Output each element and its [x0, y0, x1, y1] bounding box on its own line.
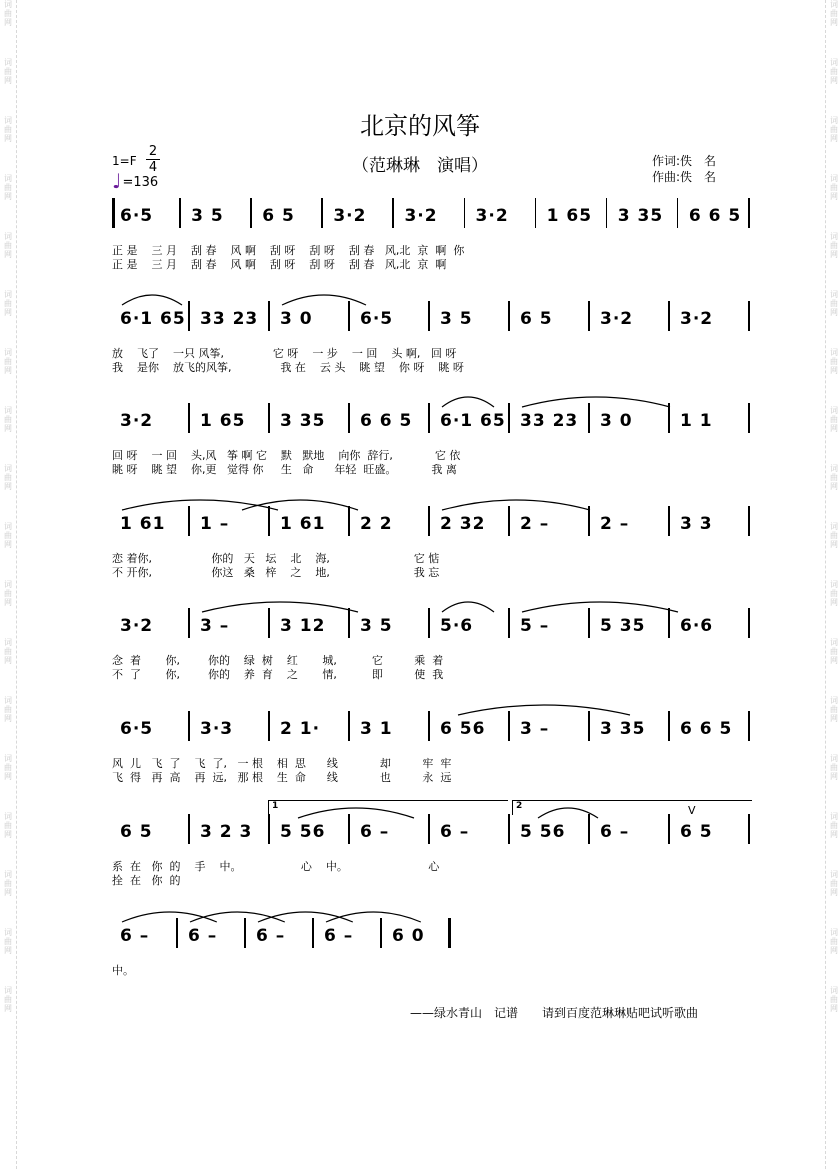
- slur: [442, 500, 590, 510]
- measure: 3 12: [280, 616, 326, 636]
- breath-mark: V: [688, 804, 696, 817]
- measure: 3·2: [680, 309, 714, 329]
- slur: [458, 705, 630, 715]
- watermark-mark: 词 曲 网: [4, 638, 12, 665]
- measure: 2 2: [360, 514, 393, 534]
- watermark-mark: 词 曲 网: [830, 870, 838, 897]
- watermark-mark: 词 曲 网: [830, 290, 838, 317]
- slur: [122, 295, 182, 305]
- measure: 6·6: [680, 616, 714, 636]
- measure: 6·1 65: [440, 411, 506, 431]
- measure: 1 61: [280, 514, 326, 534]
- slur: [442, 397, 494, 407]
- slur-marks: [112, 287, 752, 307]
- watermark-mark: 词 曲 网: [4, 116, 12, 143]
- watermark-mark: 词 曲 网: [830, 580, 838, 607]
- watermark-mark: 词 曲 网: [4, 812, 12, 839]
- measure: 3·2: [600, 309, 634, 329]
- measure: 6 6 5: [680, 719, 733, 739]
- time-signature-top: 2: [148, 144, 158, 159]
- lyrics-verse-1: 中。: [112, 964, 134, 977]
- slur: [442, 602, 494, 612]
- quarter-note-icon: ♩: [112, 169, 122, 193]
- lyrics-verse-2: 不 开你, 你这 桑 梓 之 地, 我 忘: [112, 566, 440, 579]
- slur-marks: [112, 389, 752, 409]
- measure: 33 23: [520, 411, 579, 431]
- slur: [242, 500, 358, 510]
- measure: 33 23: [200, 309, 259, 329]
- watermark-mark: 词 曲 网: [4, 58, 12, 85]
- watermark-mark: 词 曲 网: [4, 464, 12, 491]
- measure: 6 6 5: [688, 206, 742, 226]
- measure: 3·2: [333, 206, 367, 226]
- notation-row: [112, 510, 752, 538]
- measure: 3·2: [120, 411, 154, 431]
- measure: 3 –: [520, 719, 550, 739]
- slur-marks: [112, 184, 752, 204]
- notation-row: [112, 801, 752, 846]
- notation-row: [112, 715, 752, 743]
- second-ending-bracket: 2: [512, 800, 752, 815]
- slur: [202, 602, 358, 612]
- measure: 2 –: [600, 514, 630, 534]
- watermark-mark: 词 曲 网: [4, 522, 12, 549]
- notation-row: [112, 202, 752, 230]
- measure: 3 5: [191, 206, 224, 226]
- measure: 1 65: [546, 206, 593, 226]
- key-signature: 1=F: [112, 154, 137, 168]
- time-signature: [146, 144, 160, 175]
- measure: 3·3: [200, 719, 234, 739]
- song-title: 北京的风筝: [360, 112, 480, 140]
- watermark-mark: 词 曲 网: [830, 116, 838, 143]
- notation-row: [112, 922, 752, 950]
- slur-marks: [112, 594, 752, 614]
- measure: 3 1: [360, 719, 393, 739]
- measure: 2 1·: [280, 719, 321, 739]
- measure: 6 –: [324, 926, 354, 946]
- slur-marks: [112, 492, 752, 512]
- lyrics-verse-1: 正 是 三 月 刮 春 风 啊 刮 呀 刮 呀 刮 春 风,北 京 啊 你: [112, 244, 465, 257]
- footer-note: ——绿水青山 记谱 请到百度范琳琳贴吧试听歌曲: [410, 1006, 699, 1020]
- slur: [522, 397, 670, 407]
- measure: 3 35: [280, 411, 326, 431]
- slur-marks: [112, 904, 752, 924]
- measure: 6 –: [120, 926, 150, 946]
- notation-row: [112, 612, 752, 640]
- first-ending-bracket: 1: [268, 800, 508, 815]
- lyrics-verse-2: 我 是你 放飞的风筝, 我 在 云 头 眺 望 你 呀 眺 呀: [112, 361, 464, 374]
- measure: 6 5: [680, 822, 713, 842]
- measure: 6 6 5: [360, 411, 413, 431]
- lyrics-verse-1: 放 飞了 一只 风筝, 它 呀 一 步 一 回 头 啊, 回 呀: [112, 347, 457, 360]
- measure: 6 –: [360, 822, 390, 842]
- measure: 6·1 65: [120, 309, 186, 329]
- measure: 6 5: [120, 822, 153, 842]
- performer-subtitle: （范琳琳 演唱）: [352, 156, 488, 176]
- slur: [122, 500, 278, 510]
- measure: 1 –: [200, 514, 230, 534]
- measure: 3 3: [680, 514, 713, 534]
- measure: 6·5: [360, 309, 394, 329]
- watermark-mark: 词 曲 网: [830, 812, 838, 839]
- watermark-mark: 词 曲 网: [4, 986, 12, 1013]
- watermark-mark: 词 曲 网: [830, 986, 838, 1013]
- watermark-mark: 词 曲 网: [4, 696, 12, 723]
- watermark-mark: 词 曲 网: [830, 696, 838, 723]
- measure: 6 –: [256, 926, 286, 946]
- measure: 6 –: [188, 926, 218, 946]
- measure: 5·6: [440, 616, 474, 636]
- lyrics-verse-1: 恋 着你, 你的 天 坛 北 海, 它 惦: [112, 552, 440, 565]
- watermark-mark: 词 曲 网: [830, 348, 838, 375]
- slur-marks: [112, 697, 752, 717]
- measure: 2 –: [520, 514, 550, 534]
- watermark-mark: 词 曲 网: [4, 174, 12, 201]
- measure: 5 35: [600, 616, 646, 636]
- measure: 3 0: [600, 411, 633, 431]
- lyrics-verse-1: 回 呀 一 回 头,风 筝 啊 它 默 默地 向你 辞行, 它 依: [112, 449, 461, 462]
- measure: 3·2: [120, 616, 154, 636]
- watermark-mark: 词 曲 网: [830, 522, 838, 549]
- slur: [326, 912, 421, 922]
- measure: 1 1: [680, 411, 713, 431]
- watermark-mark: 词 曲 网: [830, 754, 838, 781]
- lyrics-verse-1: 系 在 你 的 手 中。 心 中。 心: [112, 860, 440, 873]
- slur: [522, 602, 678, 612]
- measure: 3 –: [200, 616, 230, 636]
- measure: 6 –: [440, 822, 470, 842]
- watermark-mark: 词 曲 网: [4, 232, 12, 259]
- measure: 6 5: [520, 309, 553, 329]
- credits: [652, 153, 716, 185]
- slur: [282, 295, 366, 305]
- watermark-mark: 词 曲 网: [4, 580, 12, 607]
- watermark-mark: 词 曲 网: [4, 348, 12, 375]
- watermark-mark: 词 曲 网: [830, 0, 838, 27]
- measure: 1 65: [200, 411, 246, 431]
- measure: 6 5: [262, 206, 295, 226]
- measure: 6 0: [392, 926, 425, 946]
- watermark-mark: 词 曲 网: [830, 58, 838, 85]
- watermark-mark: 词 曲 网: [830, 638, 838, 665]
- lyrics-verse-2: 不 了 你, 你的 养 育 之 情, 即 使 我: [112, 668, 444, 681]
- watermark-mark: 词 曲 网: [830, 928, 838, 955]
- watermark-mark: 词 曲 网: [4, 0, 12, 27]
- measure: 3 35: [600, 719, 646, 739]
- measure: 3·2: [404, 206, 438, 226]
- measure: 1 61: [120, 514, 166, 534]
- tempo-value: =136: [122, 175, 159, 190]
- watermark-mark: 词 曲 网: [4, 754, 12, 781]
- watermark-mark: 词 曲 网: [830, 232, 838, 259]
- measure: 3 2 3: [200, 822, 253, 842]
- lyrics-verse-1: 风 儿 飞 了 飞 了, 一 根 相 思 线 却 牢 牢: [112, 757, 452, 770]
- measure: 6·5: [120, 206, 154, 226]
- watermark-mark: 词 曲 网: [4, 928, 12, 955]
- measure: 3 5: [360, 616, 393, 636]
- measure: 5 56: [280, 822, 326, 842]
- lyrics-verse-2: 正 是 三 月 刮 春 风 啊 刮 呀 刮 呀 刮 春 风,北 京 啊: [112, 258, 447, 271]
- watermark-mark: 词 曲 网: [4, 870, 12, 897]
- notation-row: [112, 407, 752, 435]
- measure: 5 56: [520, 822, 566, 842]
- measure: 3 35: [617, 206, 664, 226]
- lyrics-verse-2: 飞 得 再 高 再 远, 那 根 生 命 线 也 永 远: [112, 771, 452, 784]
- measure: 3 5: [440, 309, 473, 329]
- notation-row: [112, 305, 752, 333]
- lyrics-verse-2: 眺 呀 眺 望 你,更 觉得 你 生 命 年轻 旺盛。 我 离: [112, 463, 457, 476]
- measure: 6 –: [600, 822, 630, 842]
- measure: 6 56: [440, 719, 486, 739]
- composer-credit: 作曲:佚 名: [652, 170, 717, 184]
- measure: 3 0: [280, 309, 313, 329]
- measure: 2 32: [440, 514, 486, 534]
- measure: 3·2: [475, 206, 509, 226]
- watermark-mark: 词 曲 网: [830, 464, 838, 491]
- watermark-mark: 词 曲 网: [830, 406, 838, 433]
- lyrics-verse-1: 念 着 你, 你的 绿 树 红 城, 它 乘 着: [112, 654, 444, 667]
- watermark-mark: 词 曲 网: [4, 290, 12, 317]
- watermark-mark: 词 曲 网: [830, 174, 838, 201]
- lyricist-credit: 作词:佚 名: [652, 154, 717, 168]
- time-signature-bottom: 4: [146, 159, 160, 175]
- watermark-mark: 词 曲 网: [4, 406, 12, 433]
- lyrics-verse-2: 拴 在 你 的: [112, 874, 181, 887]
- measure: 5 –: [520, 616, 550, 636]
- measure: 6·5: [120, 719, 154, 739]
